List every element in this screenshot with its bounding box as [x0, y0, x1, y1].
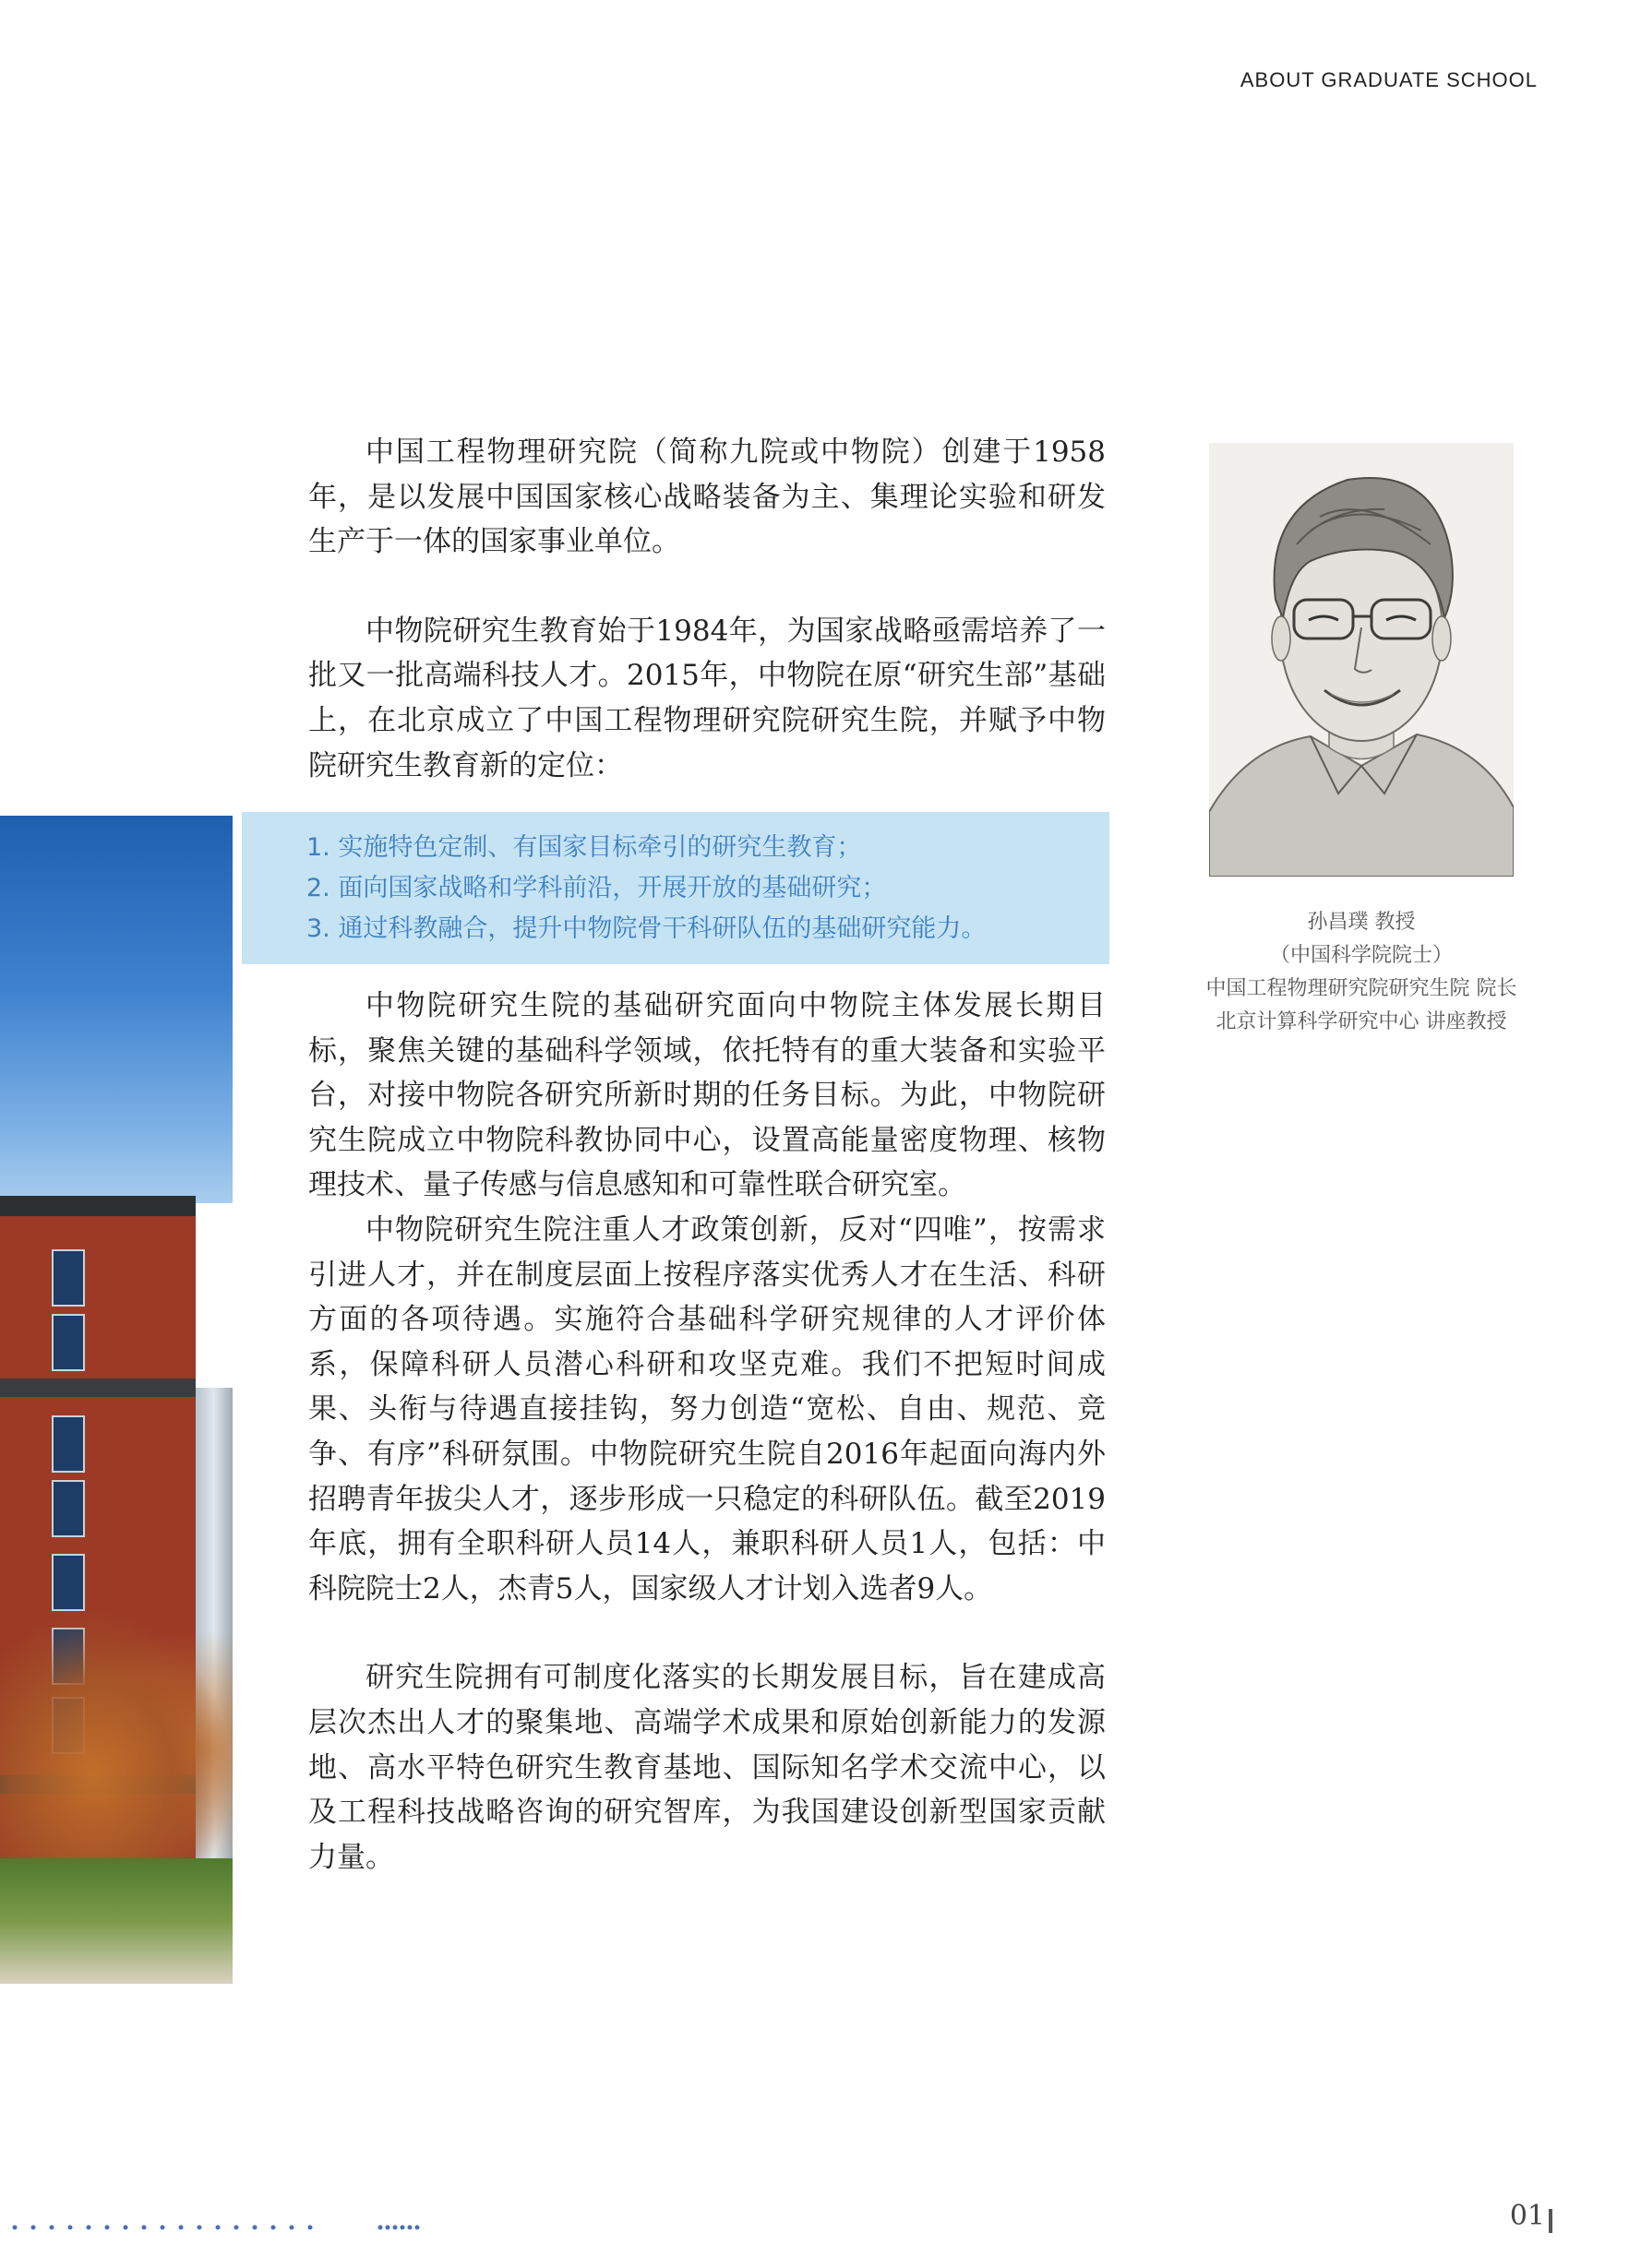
body-text — [308, 984, 1106, 1880]
positioning-item-3: 3. 通过科教融合，提升中物院骨干科研队伍的基础研究能力。 — [306, 914, 987, 943]
body-paragraph-research: 中物院研究生院的基础研究面向中物院主体发展长期目标，聚焦关键的基础科学领域，依托特有的重大装备和实验平台，对接中物院各研究所新时期的任务目标。为此，中物院研究生院成立中物院科教协同中心，设置高能量密度物理、核物理技术、量子传感与信息感知和可靠性联合研究室。 — [308, 989, 1106, 1202]
portrait-sketch — [1209, 443, 1514, 877]
positioning-item-2: 2. 面向国家战略和学科前沿，开展开放的基础研究； — [306, 874, 887, 902]
campus-building-photo — [0, 816, 233, 1984]
decorative-dots-left — [11, 2224, 325, 2231]
positioning-box — [242, 812, 1109, 964]
decorative-dots-right — [377, 2224, 421, 2231]
caption-name: 孙昌璞 教授 — [1307, 911, 1416, 934]
section-header: ABOUT GRADUATE SCHOOL — [1240, 68, 1538, 91]
intro-text — [308, 430, 1106, 788]
intro-paragraph-2: 中物院研究生教育始于1984年，为国家战略亟需培养了一批又一批高端科技人才。2015年，中物院在原“研究生部”基础上，在北京成立了中国工程物理研究院研究生院，并赋予中物院研究生教育新的定位： — [308, 614, 1106, 782]
page-number: 01 — [1509, 2200, 1545, 2232]
caption-title: （中国科学院院士） — [1269, 944, 1453, 967]
caption-role-2: 北京计算科学研究中心 讲座教授 — [1216, 1010, 1507, 1033]
body-paragraph-goals: 研究生院拥有可制度化落实的长期发展目标，旨在建成高层次杰出人才的聚集地、高端学术成果和原始创新能力的发源地、高水平特色研究生教育基地、国际知名学术交流中心，以及工程科技战略咨询的研究智库，为我国建设创新型国家贡献力量。 — [308, 1661, 1106, 1874]
positioning-item-1: 1. 实施特色定制、有国家目标牵引的研究生教育； — [306, 833, 862, 862]
caption-role-1: 中国工程物理研究院研究生院 院长 — [1205, 977, 1517, 1000]
body-paragraph-talent: 中物院研究生院注重人才政策创新，反对“四唯”，按需求引进人才，并在制度层面上按程序落实优秀人才在生活、科研方面的各项待遇。实施符合基础科学研究规律的人才评价体系，保障科研人员潜心科研和攻坚克难。我们不把短时间成果、头衔与待遇直接挂钩，努力创造“宽松、自由、规范、竞争、有序”科研氛围。中物院研究生院自2016年起面向海内外招聘青年拔尖人才，逐步形成一只稳定的科研队伍。截至2019年底，拥有全职科研人员14人，兼职科研人员1人，包括：中科院院士2人，杰青5人，国家级人才计划入选者9人。 — [308, 1212, 1106, 1606]
page-number-bar — [1549, 2209, 1552, 2233]
intro-paragraph-1: 中国工程物理研究院（简称九院或中物院）创建于1958年，是以发展中国国家核心战略装备为主、集理论实验和研发生产于一体的国家事业单位。 — [308, 436, 1106, 559]
portrait-caption — [1154, 906, 1569, 1039]
